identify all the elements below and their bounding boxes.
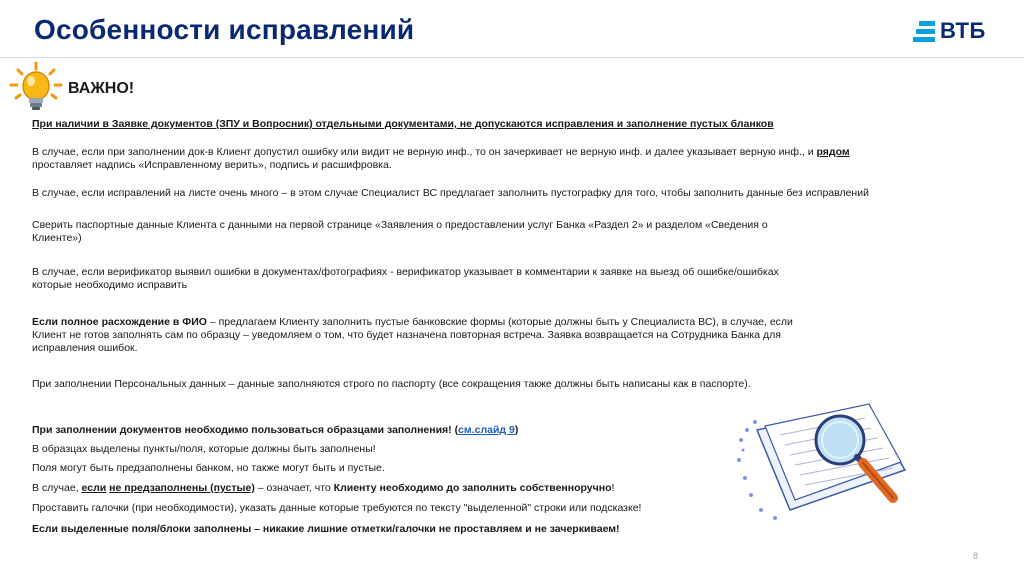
lightbulb-icon [8, 60, 64, 116]
rule-fio-line-1: Если полное расхождение в ФИО – предлагаем Клиенту заполнить пустые банковские формы (которые должны быть у Специалиста ВС), в случае, если [32, 316, 793, 328]
magnifier-document-icon [735, 400, 935, 530]
rule-checkmarks: Проставить галочки (при необходимости), указать данные которые требуются по тексту "выделенной" строки или подсказке! [32, 502, 642, 514]
rule-fio-line-2: Клиент не готов заполнять сам по образцу – уведомляем о том, что будет назначена повторная встреча. Заявка возвращается на Сотрудника Банка для [32, 329, 781, 341]
rule-fio-line-3: исправления ошибок. [32, 342, 138, 354]
important-label: ВАЖНО! [68, 80, 135, 97]
rule-highlighted-fields: В образцах выделены пункты/поля, которые должны быть заполнены! [32, 443, 376, 455]
rule-verifier-line-2: которые необходимо исправить [32, 279, 188, 291]
logo-bars-icon [913, 21, 935, 42]
page-number: 8 [973, 551, 979, 561]
rule-correction-line-1: В случае, если при заполнении док-в Клиент допустил ошибку или видит не верную инф., то он зачеркивает не верную инф. и далее указывает верную инф., и рядом [32, 146, 850, 158]
header-divider [0, 57, 1024, 58]
slide-9-link[interactable]: см.слайд 9 [458, 424, 515, 436]
rule-no-extra-marks: Если выделенные поля/блоки заполнены – никакие лишние отметки/галочки не проставляем и не зачеркиваем! [32, 523, 620, 535]
rule-no-corrections: При наличии в Заявке документов (ЗПУ и Вопросник) отдельными документами, не допускаются исправления и заполнение пустых бланков [32, 118, 774, 130]
rule-use-samples: При заполнении документов необходимо пользоваться образцами заполнения! (см.слайд 9) [32, 424, 519, 436]
rule-passport-check-line-2: Клиенте») [32, 232, 82, 244]
rule-passport-check-line-1: Сверить паспортные данные Клиента с данными на первой странице «Заявления о предоставлении услуг Банка «Раздел 2» и разделом «Сведения о [32, 219, 768, 231]
rule-not-prefilled: В случае, если не предзаполнены (пустые) – означает, что Клиенту необходимо до заполнить собственноручно! [32, 482, 615, 494]
next-to-text: рядом [816, 146, 850, 158]
rule-personal-data: При заполнении Персональных данных – данные заполняются строго по паспорту (все сокращения также должны быть написаны как в паспорте). [32, 378, 751, 390]
rule-prefilled-fields: Поля могут быть предзаполнены банком, но также могут быть и пустые. [32, 462, 385, 474]
rule-verifier-line-1: В случае, если верификатор выявил ошибки в документах/фотографиях - верификатор указывает в комментарии к заявке на выезд об ошибке/ошибках [32, 266, 779, 278]
page-title: Особенности исправлений [34, 14, 415, 45]
logo-text: ВТБ [940, 18, 986, 43]
vtb-logo [913, 18, 986, 44]
rule-many-corrections: В случае, если исправлений на листе очень много – в этом случае Специалист ВС предлагает заполнить пустографку для того, чтобы заполнить данные без исправлений [32, 187, 869, 199]
rule-correction-line-2: проставляет надпись «Исправленному верить», подпись и расшифровка. [32, 159, 392, 171]
